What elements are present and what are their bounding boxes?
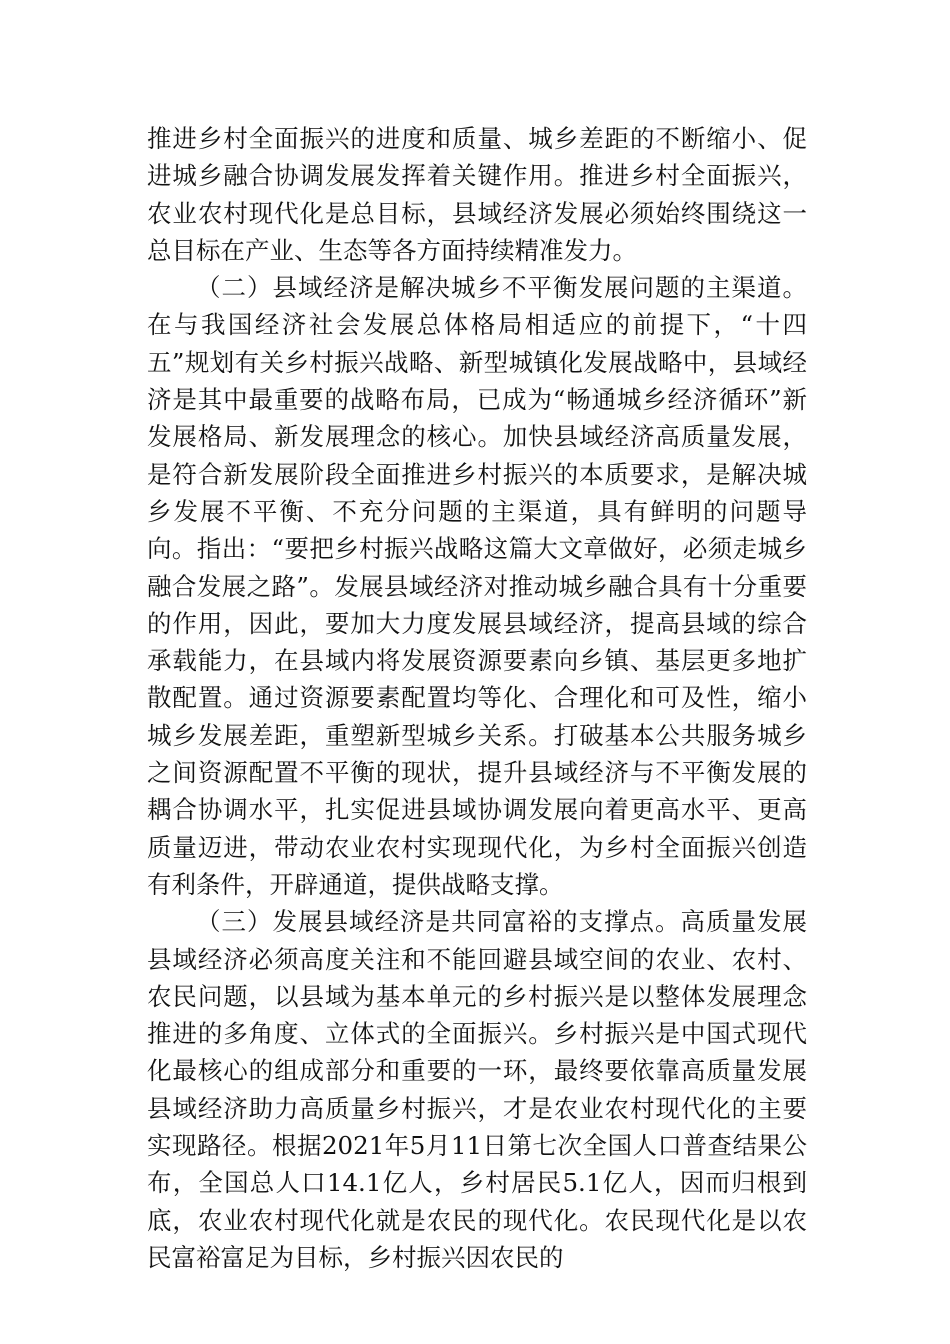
paragraph-continuation: 推进乡村全面振兴的进度和质量、城乡差距的不断缩小、促进城乡融合协调发展发挥着关键作用。推进乡村全面振兴，农业农村现代化是总目标，县域经济发展必须始终围绕这一总目标在产业、生态等各方面持续精准发力。 [147,124,807,265]
document-body [147,120,807,1276]
paragraph-common-prosperity-support: （三）发展县域经济是共同富裕的支撑点。高质量发展县域经济必须高度关注和不能回避县域空间的农业、农村、农民问题，以县域为基本单元的乡村振兴是以整体发展理念推进的多角度、立体式的全面振兴。乡村振兴是中国式现代化最核心的组成部分和重要的一环，最终要依靠高质量发展县域经济助力高质量乡村振兴，才是农业农村现代化的主要实现路径。根据2021年5月11日第七次全国人口普查结果公布，全国总人口14.1亿人，乡村居民5.1亿人，因而归根到底，农业农村现代化就是农民的现代化。农民现代化是以农民富裕富足为目标，乡村振兴因农民的 [147,907,807,1272]
paragraph-county-economy-main-channel: （二）县域经济是解决城乡不平衡发展问题的主渠道。在与我国经济社会发展总体格局相适应的前提下，“十四五”规划有关乡村振兴战略、新型城镇化发展战略中，县域经济是其中最重要的战略布局，已成为“畅通城乡经济循环”新发展格局、新发展理念的核心。加快县域经济高质量发展，是符合新发展阶段全面推进乡村振兴的本质要求，是解决城乡发展不平衡、不充分问题的主渠道，具有鲜明的问题导向。指出：“要把乡村振兴战略这篇大文章做好，必须走城乡融合发展之路”。发展县域经济对推动城乡融合具有十分重要的作用，因此，要加大力度发展县域经济，提高县域的综合承载能力，在县域内将发展资源要素向乡镇、基层更多地扩散配置。通过资源要素配置均等化、合理化和可及性，缩小城乡发展差距，重塑新型城乡关系。打破基本公共服务城乡之间资源配置不平衡的现状，提升县域经济与不平衡发展的耦合协调水平，扎实促进县域协调发展向着更高水平、更高质量迈进，带动农业农村实现现代化，为乡村全面振兴创造有利条件，开辟通道，提供战略支撑。 [147,273,807,899]
